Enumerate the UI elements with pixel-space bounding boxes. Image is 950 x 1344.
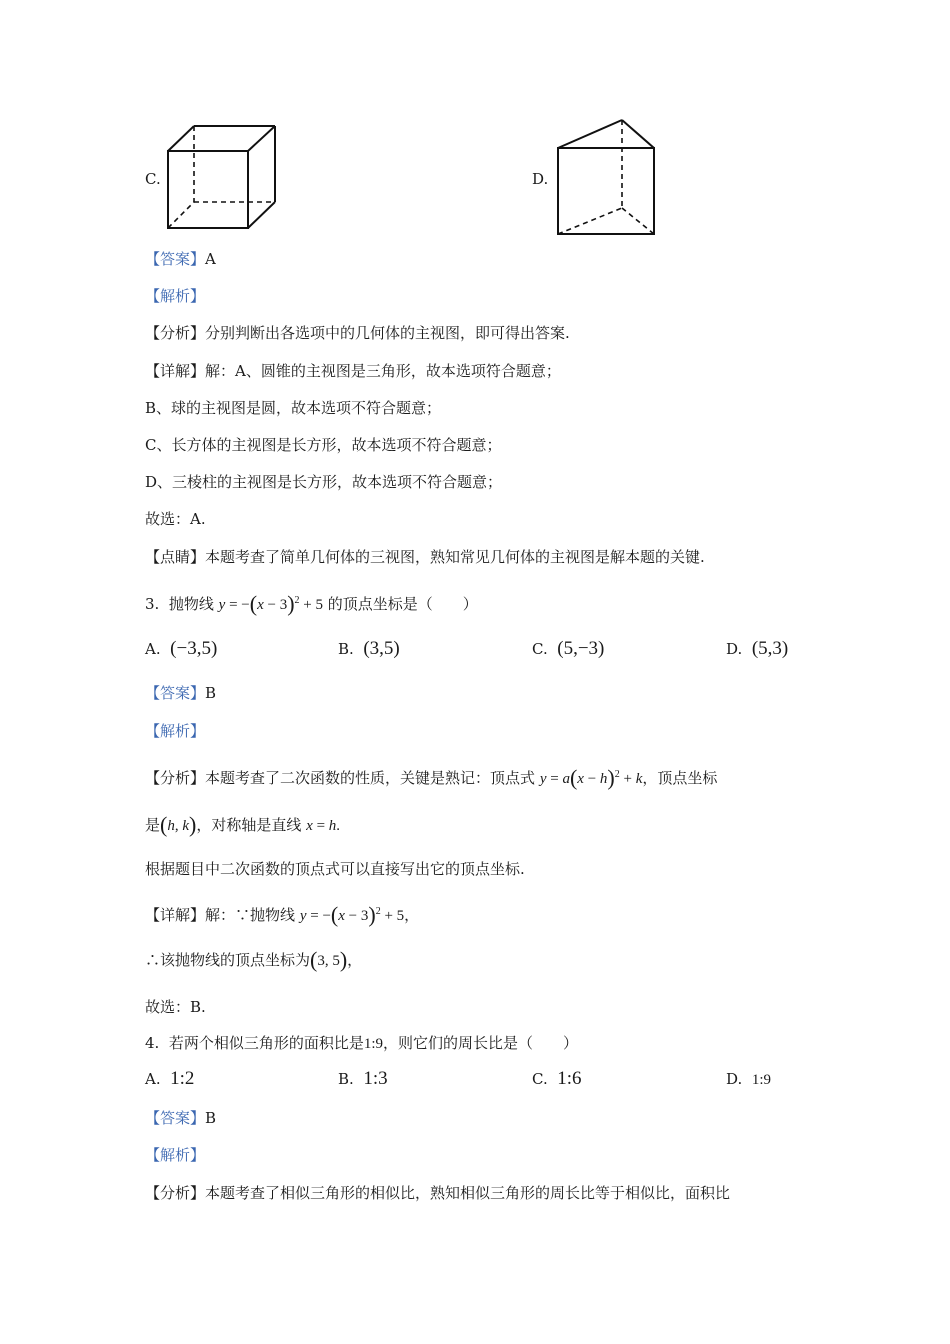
q2-dianjing-line: 【点睛】本题考查了简单几何体的三视图，熟知常见几何体的主视图是解本题的关键.	[145, 548, 705, 566]
q2-line-d: D、三棱柱的主视图是长方形，故本选项不符合题意；	[145, 473, 503, 491]
q3-formula: $y = -(x - 3)^2 + 5$	[218, 591, 324, 616]
q2-line-b: B、球的主视图是圆，故本选项不符合题意；	[145, 399, 442, 417]
q4-option-a: A. 1:2	[145, 1068, 195, 1089]
q2-line-c: C、长方体的主视图是长方形，故本选项不符合题意；	[145, 436, 502, 454]
q2-jiexi-heading: 【解析】	[145, 287, 206, 305]
q3-guxuan: 故选：B.	[145, 998, 206, 1016]
triangular-prism-figure	[556, 118, 656, 236]
q2-xiangjie-line: 【详解】解：A、圆锥的主视图是三角形，故本选项符合题意；	[145, 362, 561, 380]
vertex-form-formula: $y = a(x - h)^2 + k$	[539, 765, 643, 790]
option-c-label: C.	[145, 170, 161, 188]
q3-stem: 3. 抛物线 $y = -(x - 3)^2 + 5$ 的顶点坐标是（ ）	[145, 591, 478, 616]
q3-option-c: C. (5,−3)	[532, 638, 605, 659]
q4-answer-line: 【答案】B	[145, 1109, 217, 1127]
option-d-label: D.	[532, 170, 549, 188]
q4-jiexi-heading: 【解析】	[145, 1146, 206, 1164]
q4-stem: 4. 若两个相似三角形的面积比是1:9，则它们的周长比是（ ）	[145, 1034, 579, 1052]
q2-answer-line: 【答案】A	[145, 250, 216, 268]
q3-jiexi-heading: 【解析】	[145, 722, 206, 740]
q3-answer-line: 【答案】B	[145, 684, 217, 702]
q3-option-d: D. (5,3)	[726, 638, 789, 659]
q3-xiangjie-line: 【详解】解：∵抛物线 $y = -(x - 3)^2 + 5$，	[145, 902, 420, 927]
q4-option-c: C. 1:6	[532, 1068, 582, 1089]
cuboid-figure	[166, 124, 278, 230]
q3-fenxi-line: 【分析】本题考查了二次函数的性质，关键是熟记：顶点式 $y = a(x - h)^2 + k$，顶点坐标	[145, 765, 718, 790]
q3-fenxi-line-2: 是(h, k)，对称轴是直线 x = h.	[145, 812, 341, 837]
q3-fenxi-line-3: 根据题目中二次函数的顶点式可以直接写出它的顶点坐标.	[145, 860, 525, 878]
q2-guxuan: 故选：A.	[145, 510, 206, 528]
q3-option-a: A. (−3,5)	[145, 638, 218, 659]
q4-option-d: D. 1:9	[726, 1070, 771, 1088]
q3-option-b: B. (3,5)	[338, 638, 400, 659]
q2-fenxi-line: 【分析】分别判断出各选项中的几何体的主视图，即可得出答案.	[145, 324, 570, 342]
q4-option-b: B. 1:3	[338, 1068, 388, 1089]
q4-fenxi-line: 【分析】本题考查了相似三角形的相似比，熟知相似三角形的周长比等于相似比，面积比	[145, 1184, 731, 1202]
q3-therefore-line: ∴该抛物线的顶点坐标为(3, 5)，	[145, 947, 363, 972]
